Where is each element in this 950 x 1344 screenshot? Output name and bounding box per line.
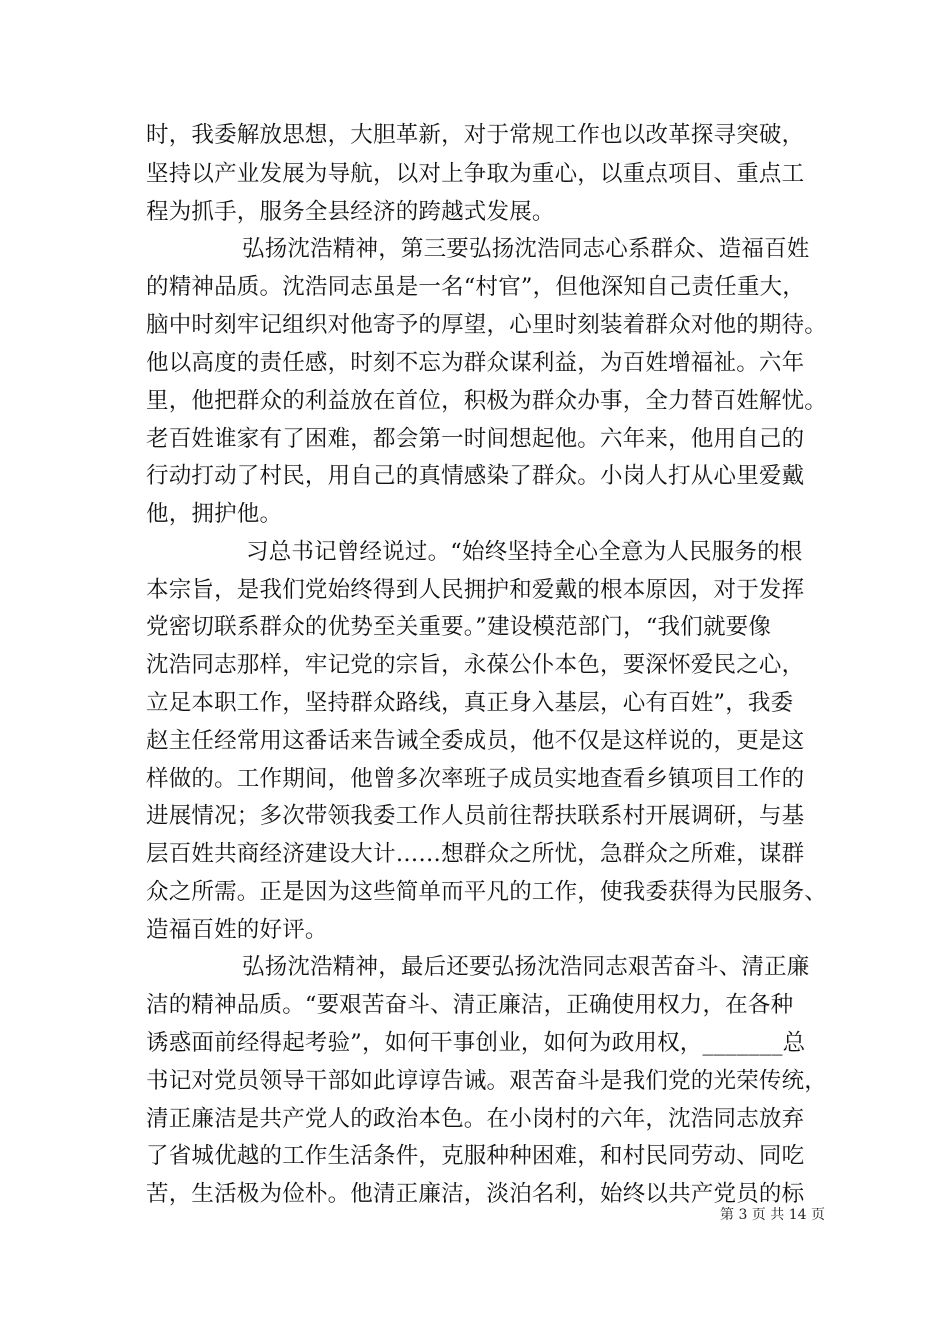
text-line-18: 样做的。工作期间，他曾多次率班子成员实地查看乡镇项目工作的 xyxy=(146,766,805,792)
text-line-24: 洁的精神品质。“要艰苦奋斗、清正廉洁，正确使用权力，在各种 xyxy=(146,992,794,1018)
paragraph-start-line: 弘扬沈浩精神，最后还要弘扬沈浩同志艰苦奋斗、清正廉 xyxy=(242,954,810,980)
text-line-17: 赵主任经常用这番话来告诫全委成员，他不仅是这样说的，更是这 xyxy=(146,728,805,754)
text-line-25: 诱惑面前经得起考验”，如何干事创业，如何为政用权，_______总 xyxy=(146,1030,806,1056)
text-line-27: 清正廉洁是共产党人的政治本色。在小岗村的六年，沈浩同志放弃 xyxy=(146,1106,805,1132)
text-line-29: 苦，生活极为俭朴。他清正廉洁，淡泊名利，始终以共产党员的标 xyxy=(146,1181,805,1207)
text-line-3: 程为抓手，服务全县经济的跨越式发展。 xyxy=(146,199,555,225)
text-line-26: 书记对党员领导干部如此谆谆告诫。艰苦奋斗是我们党的光荣传统， xyxy=(146,1068,828,1094)
text-line-28: 了省城优越的工作生活条件，克服种种困难，和村民同劳动、同吃 xyxy=(146,1143,805,1169)
paragraph-start-line: 弘扬沈浩精神，第三要弘扬沈浩同志心系群众、造福百姓 xyxy=(242,236,810,262)
text-line-16: 立足本职工作，坚持群众路线，真正身入基层，心有百姓”，我委 xyxy=(146,690,794,716)
text-line-13: 本宗旨，是我们党始终得到人民拥护和爱戴的根本原因，对于发挥 xyxy=(146,577,805,603)
text-line-2: 坚持以产业发展为导航，以对上争取为重心，以重点项目、重点工 xyxy=(146,161,805,187)
text-line-11: 他，拥护他。 xyxy=(146,501,283,527)
text-line-10: 行动打动了村民，用自己的真情感染了群众。小岗人打从心里爱戴 xyxy=(146,463,805,489)
text-line-19: 进展情况；多次带领我委工作人员前往帮扶联系村开展调研，与基 xyxy=(146,803,805,829)
text-line-9: 老百姓谁家有了困难，都会第一时间想起他。六年来，他用自己的 xyxy=(146,426,805,452)
text-line-15: 沈浩同志那样，牢记党的宗旨，永葆公仆本色，要深怀爱民之心， xyxy=(146,652,805,678)
text-line-6: 脑中时刻牢记组织对他寄予的厚望，心里时刻装着群众对他的期待。 xyxy=(146,312,828,338)
text-line-21: 众之所需。正是因为这些简单而平凡的工作，使我委获得为民服务、 xyxy=(146,879,828,905)
text-line-20: 层百姓共商经济建设大计……想群众之所忧，急群众之所难，谋群 xyxy=(146,841,805,867)
text-line-1: 时，我委解放思想，大胆革新，对于常规工作也以改革探寻突破， xyxy=(146,122,805,148)
text-line-5: 的精神品质。沈浩同志虽是一名“村官”，但他深知自己责任重大， xyxy=(146,274,806,300)
page-number-footer: 第 3 页 共 14 页 xyxy=(720,1207,825,1223)
text-line-22: 造福百姓的好评。 xyxy=(146,917,328,943)
text-line-8: 里，他把群众的利益放在首位，积极为群众办事，全力替百姓解忧。 xyxy=(146,388,828,414)
text-line-14: 党密切联系群众的优势至关重要。”建设模范部门，“我们就要像 xyxy=(146,614,772,640)
text-line-7: 他以高度的责任感，时刻不忘为群众谋利益，为百姓增福祉。六年 xyxy=(146,350,805,376)
paragraph-start-line: 习总书记曾经说过。“始终坚持全心全意为人民服务的根 xyxy=(246,539,803,565)
